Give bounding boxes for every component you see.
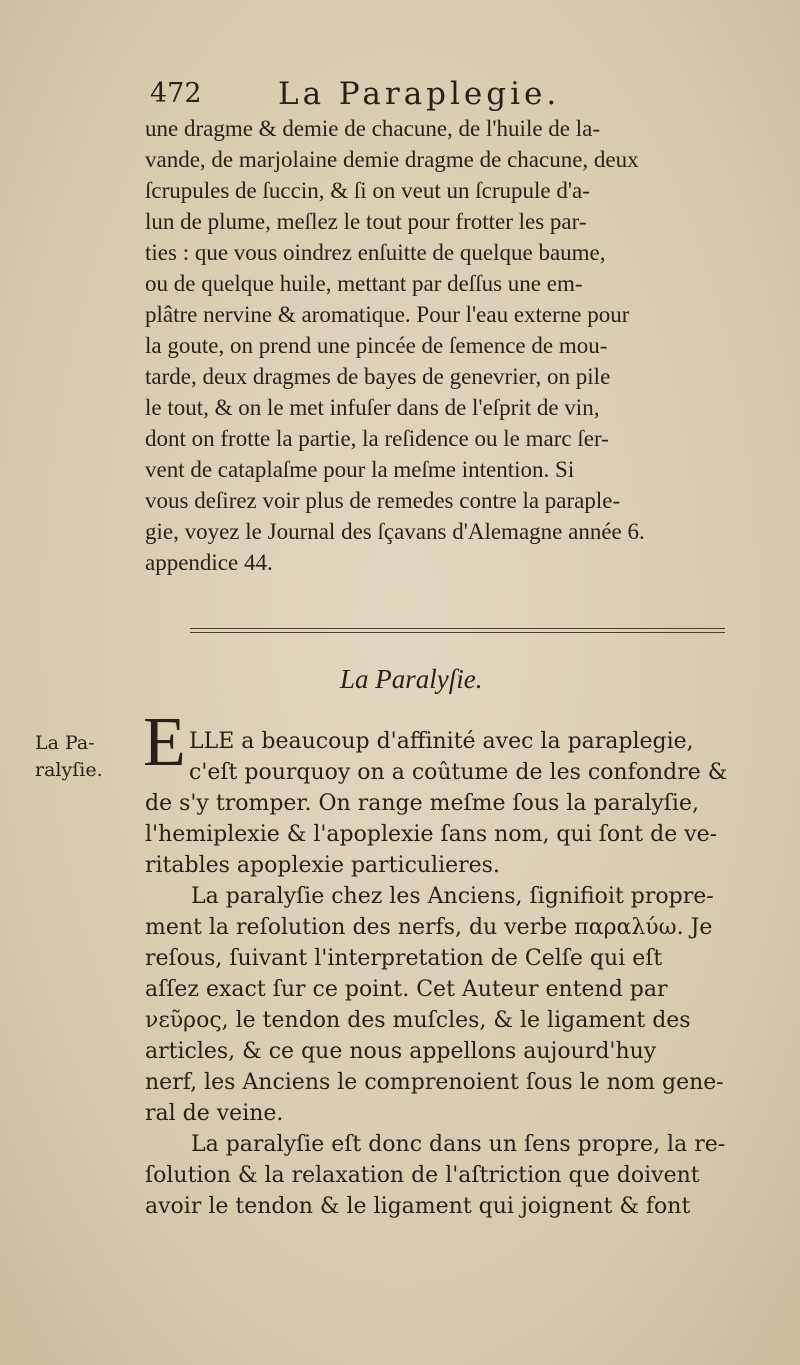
section-body <box>145 726 785 1222</box>
margin-note-line: La Pa- <box>35 732 95 754</box>
text-line: tarde, deux dragmes de bayes de genevrier, on pile <box>145 364 611 389</box>
text-line: La paralyſie chez les Anciens, ſignifioit propre- <box>191 884 714 909</box>
text-line: gie, voyez le Journal des ſçavans d'Alemagne année 6. <box>145 519 645 544</box>
text-line: dont on frotte la partie, la reſidence ou le marc ſer- <box>145 426 609 451</box>
text-line: lun de plume, meſlez le tout pour frotter les par- <box>145 209 587 234</box>
text-line: une dragme & demie de chacune, de l'huile de la- <box>145 116 601 141</box>
drop-cap: E <box>143 704 186 781</box>
text-line: avoir le tendon & le ligament qui joignent & font <box>145 1194 691 1219</box>
first-lines <box>145 726 785 788</box>
text-line: c'eſt pourquoy on a coûtume de les confondre & <box>189 760 728 785</box>
text-line: le tout, & on le met infuſer dans de l'eſprit de vin, <box>145 395 600 420</box>
margin-note <box>35 730 135 784</box>
text-line: de s'y tromper. On range meſme ſous la paralyſie, <box>145 791 699 816</box>
continued-text <box>145 113 785 578</box>
running-title: La Paraplegie. <box>278 76 561 112</box>
page-number: 472 <box>150 78 202 109</box>
section-divider <box>190 628 725 633</box>
page-header <box>150 78 710 118</box>
text-line: ſcrupules de ſuccin, & ſi on veut un ſcrupule d'a- <box>145 178 590 203</box>
text-line: ties : que vous oindrez enſuitte de quelque baume, <box>145 240 606 265</box>
text-line: ſolution & la relaxation de l'aſtriction que doivent <box>145 1163 700 1188</box>
text-line: vande, de marjolaine demie dragme de chacune, deux <box>145 147 639 172</box>
text-line: vous deſirez voir plus de remedes contre la paraple- <box>145 488 621 513</box>
text-line: l'hemiplexie & l'apoplexie ſans nom, qui ſont de ve- <box>145 822 718 847</box>
text-line: ou de quelque huile, mettant par deſſus une em- <box>145 271 583 296</box>
text-line: articles, & ce que nous appellons aujourd'huy <box>145 1039 657 1064</box>
text-line: ment la reſolution des nerfs, du verbe παραλύω. Je <box>145 915 713 940</box>
text-line: vent de cataplaſme pour la meſme intention. Si <box>145 457 575 482</box>
text-line: LLE a beaucoup d'affinité avec la paraplegie, <box>189 729 694 754</box>
text-line: la goute, on prend une pincée de ſemence de mou- <box>145 333 608 358</box>
text-line: La paralyſie eſt donc dans un ſens propre, la re- <box>191 1132 726 1157</box>
section-title: La Paralyſie. <box>340 664 483 694</box>
text-line: ritables apoplexie particulieres. <box>145 853 500 878</box>
text-line: ral de veine. <box>145 1101 284 1126</box>
text-line: νεῦρος, le tendon des muſcles, & le ligament des <box>145 1008 691 1033</box>
text-line: plâtre nervine & aromatique. Pour l'eau externe pour <box>145 302 630 327</box>
margin-note-line: ralyſie. <box>35 759 103 781</box>
text-line: appendice 44. <box>145 550 273 575</box>
text-line: aſſez exact ſur ce point. Cet Auteur entend par <box>145 977 668 1002</box>
text-line: nerf, les Anciens le comprenoient ſous le nom gene- <box>145 1070 724 1095</box>
text-line: reſous, ſuivant l'interpretation de Celſe qui eſt <box>145 946 663 971</box>
